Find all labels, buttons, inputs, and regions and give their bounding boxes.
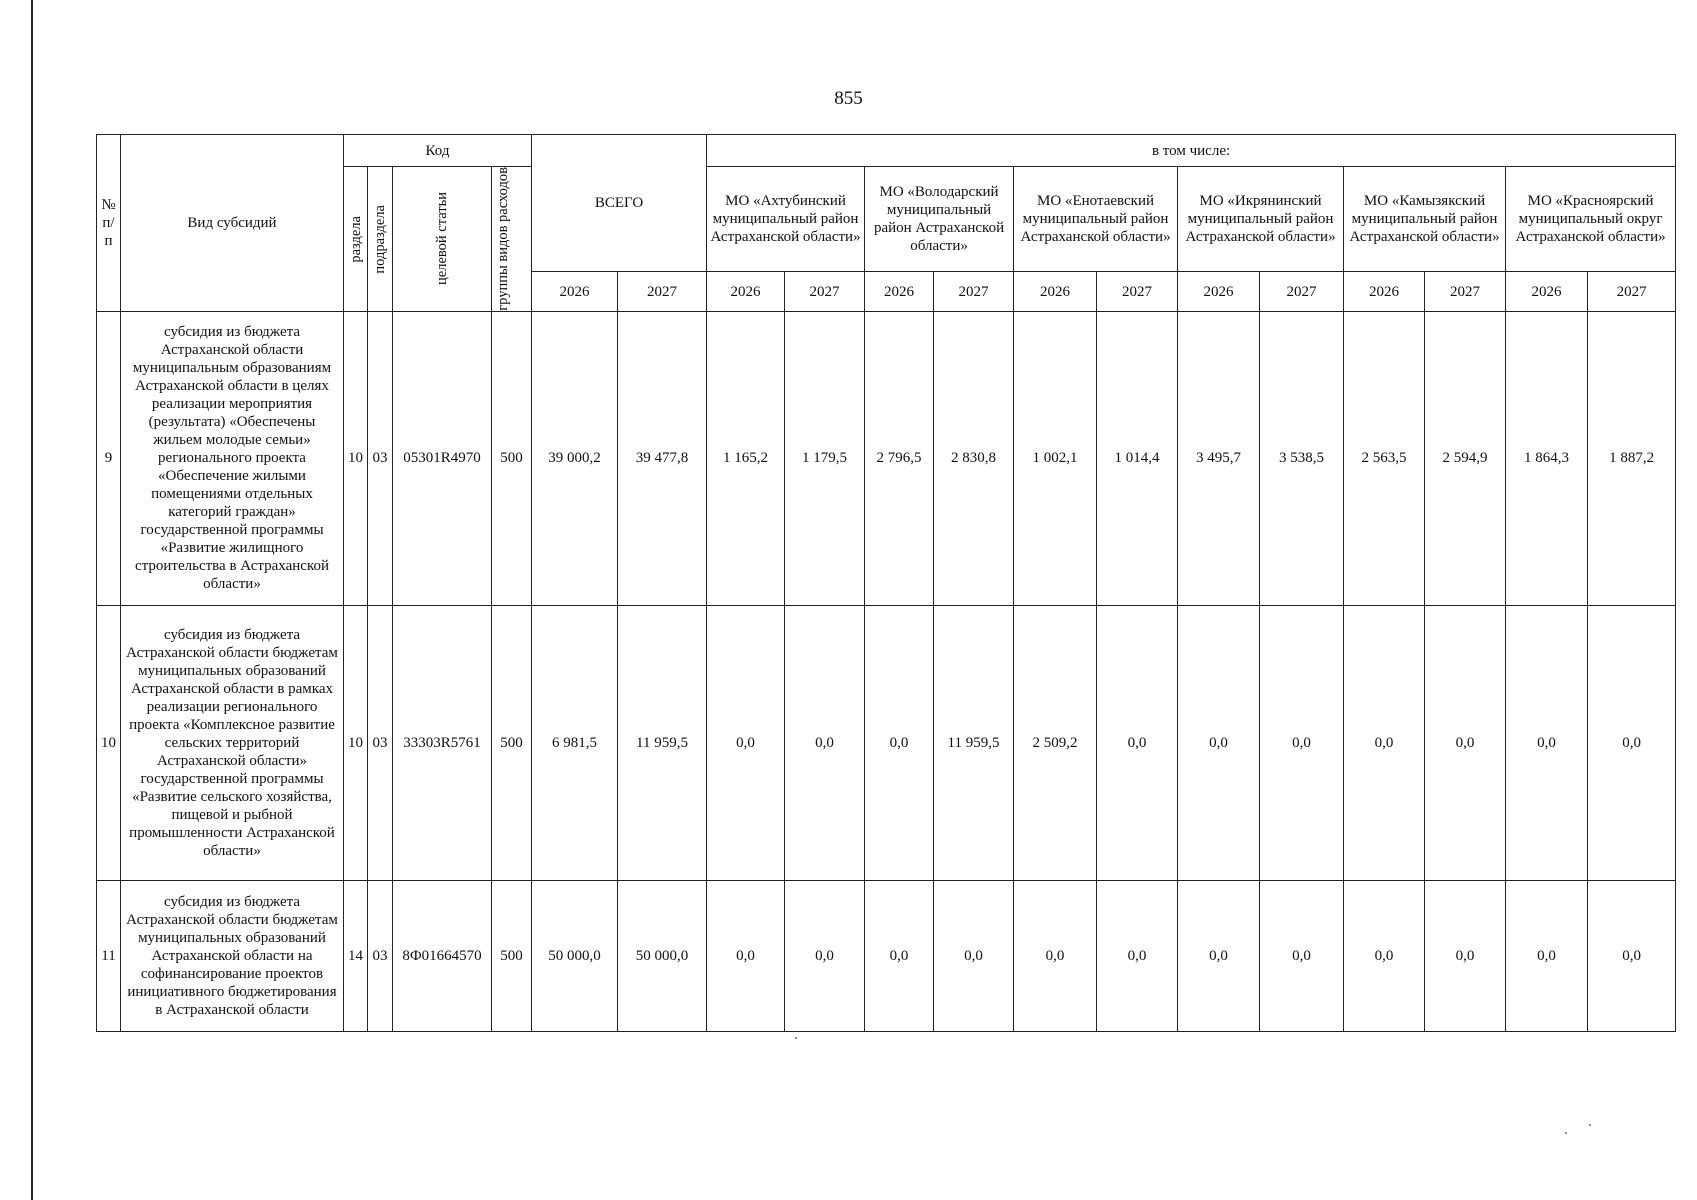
year-2027: 2027 xyxy=(1425,272,1506,312)
header-podrazdela: подраздела xyxy=(368,167,393,312)
value-cell: 0,0 xyxy=(1097,605,1178,880)
value-cell: 0,0 xyxy=(934,880,1014,1031)
row-description: субсидия из бюджета Астраханской области бюджетам муниципальных образований Астраханской области на софинансирование проектов инициативного бюджетирования в Астраханской области xyxy=(121,880,344,1031)
value-cell: 50 000,0 xyxy=(618,880,707,1031)
value-cell: 2 563,5 xyxy=(1344,311,1425,605)
header-razdela: раздела xyxy=(344,167,368,312)
header-num: № п/п xyxy=(97,135,121,312)
value-cell: 2 796,5 xyxy=(865,311,934,605)
value-cell: 1 864,3 xyxy=(1506,311,1588,605)
header-vid: Вид субсидий xyxy=(121,135,344,312)
header-mo-3: МО «Енотаевский муниципальный район Астраханской области» xyxy=(1014,167,1178,272)
value-cell: 1 165,2 xyxy=(707,311,785,605)
value-cell: 3 495,7 xyxy=(1178,311,1260,605)
value-cell: 2 509,2 xyxy=(1014,605,1097,880)
header-mo-6: МО «Красноярский муниципальный округ Астраханской области» xyxy=(1506,167,1676,272)
value-cell: 0,0 xyxy=(1506,880,1588,1031)
value-cell: 0,0 xyxy=(1097,880,1178,1031)
row-number: 9 xyxy=(97,311,121,605)
value-cell: 1 014,4 xyxy=(1097,311,1178,605)
value-cell: 0,0 xyxy=(1425,605,1506,880)
year-2027: 2027 xyxy=(618,272,707,312)
value-cell: 0,0 xyxy=(707,605,785,880)
header-vsego: ВСЕГО xyxy=(532,135,707,272)
year-2026: 2026 xyxy=(532,272,618,312)
value-cell: 0,0 xyxy=(1344,880,1425,1031)
value-cell: 0,0 xyxy=(1260,605,1344,880)
value-cell: 0,0 xyxy=(707,880,785,1031)
header-gruppy: группы видов расходов xyxy=(492,167,532,312)
subsidy-table xyxy=(96,134,1676,1032)
year-2027: 2027 xyxy=(1097,272,1178,312)
row-description: субсидия из бюджета Астраханской области бюджетам муниципальных образований Астраханской области в рамках реализации регионального проекта «Комплексное развитие сельских территорий Астраханской области» государственной программы «Развитие сельского хозяйства, пищевой и рыбной промышленности Астраханской области» xyxy=(121,605,344,880)
row-razdel: 14 xyxy=(344,880,368,1031)
scan-speck xyxy=(1565,1132,1567,1134)
year-2026: 2026 xyxy=(707,272,785,312)
row-podrazdel: 03 xyxy=(368,605,393,880)
year-2027: 2027 xyxy=(785,272,865,312)
value-cell: 0,0 xyxy=(1260,880,1344,1031)
value-cell: 1 887,2 xyxy=(1588,311,1676,605)
year-2027: 2027 xyxy=(934,272,1014,312)
year-2026: 2026 xyxy=(1506,272,1588,312)
row-celevaya-statya: 33303R5761 xyxy=(393,605,492,880)
table-row xyxy=(97,311,1676,605)
value-cell: 2 594,9 xyxy=(1425,311,1506,605)
year-2026: 2026 xyxy=(1178,272,1260,312)
value-cell: 2 830,8 xyxy=(934,311,1014,605)
row-gruppa-vidov: 500 xyxy=(492,880,532,1031)
value-cell: 11 959,5 xyxy=(934,605,1014,880)
row-razdel: 10 xyxy=(344,605,368,880)
year-2026: 2026 xyxy=(1344,272,1425,312)
value-cell: 1 179,5 xyxy=(785,311,865,605)
table-row xyxy=(97,880,1676,1031)
header-celevoy: целевой статьи xyxy=(393,167,492,312)
row-celevaya-statya: 8Ф01664570 xyxy=(393,880,492,1031)
row-description: субсидия из бюджета Астраханской области муниципальным образованиям Астраханской области в целях реализации мероприятия (результата) «Обеспечены жильем молодые семьи» регионального проекта «Обеспечение жилыми помещениями отдельных категорий граждан» государственной программы «Развитие жилищного строительства в Астраханской области» xyxy=(121,311,344,605)
row-podrazdel: 03 xyxy=(368,880,393,1031)
row-gruppa-vidov: 500 xyxy=(492,311,532,605)
value-cell: 11 959,5 xyxy=(618,605,707,880)
year-2026: 2026 xyxy=(1014,272,1097,312)
row-celevaya-statya: 05301R4970 xyxy=(393,311,492,605)
value-cell: 0,0 xyxy=(1588,605,1676,880)
page-number: 855 xyxy=(834,88,863,109)
row-razdel: 10 xyxy=(344,311,368,605)
scan-speck xyxy=(1589,1124,1591,1126)
value-cell: 3 538,5 xyxy=(1260,311,1344,605)
header-mo-1: МО «Ахтубинский муниципальный район Астраханской области» xyxy=(707,167,865,272)
header-mo-5: МО «Камызякский муниципальный район Астраханской области» xyxy=(1344,167,1506,272)
year-2026: 2026 xyxy=(865,272,934,312)
margin-line xyxy=(31,0,33,1200)
value-cell: 0,0 xyxy=(785,880,865,1031)
value-cell: 39 000,2 xyxy=(532,311,618,605)
header-kod: Код xyxy=(344,135,532,167)
value-cell: 0,0 xyxy=(865,605,934,880)
value-cell: 50 000,0 xyxy=(532,880,618,1031)
value-cell: 0,0 xyxy=(1178,880,1260,1031)
value-cell: 0,0 xyxy=(1425,880,1506,1031)
row-podrazdel: 03 xyxy=(368,311,393,605)
table-row xyxy=(97,605,1676,880)
row-number: 11 xyxy=(97,880,121,1031)
value-cell: 0,0 xyxy=(1014,880,1097,1031)
row-gruppa-vidov: 500 xyxy=(492,605,532,880)
header-vtom: в том числе: xyxy=(707,135,1676,167)
scan-speck xyxy=(795,1037,797,1039)
value-cell: 39 477,8 xyxy=(618,311,707,605)
value-cell: 6 981,5 xyxy=(532,605,618,880)
value-cell: 0,0 xyxy=(865,880,934,1031)
value-cell: 0,0 xyxy=(785,605,865,880)
value-cell: 0,0 xyxy=(1178,605,1260,880)
value-cell: 0,0 xyxy=(1344,605,1425,880)
header-mo-4: МО «Икрянинский муниципальный район Астраханской области» xyxy=(1178,167,1344,272)
value-cell: 0,0 xyxy=(1588,880,1676,1031)
header-mo-2: МО «Володарский муниципальный район Астраханской области» xyxy=(865,167,1014,272)
year-2027: 2027 xyxy=(1260,272,1344,312)
year-2027: 2027 xyxy=(1588,272,1676,312)
value-cell: 0,0 xyxy=(1506,605,1588,880)
value-cell: 1 002,1 xyxy=(1014,311,1097,605)
row-number: 10 xyxy=(97,605,121,880)
